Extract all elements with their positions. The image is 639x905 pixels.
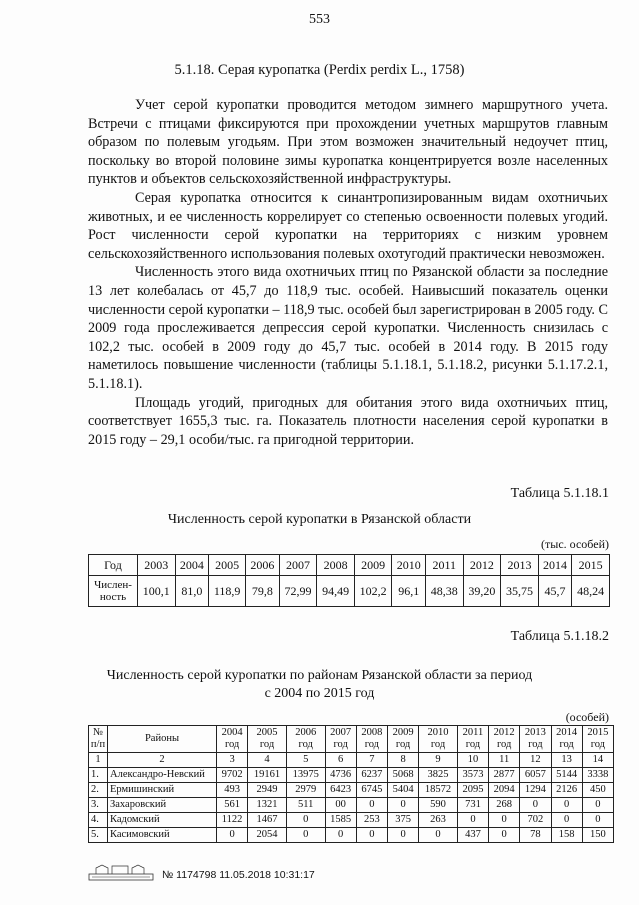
index-cell: 11 [489,753,520,768]
index-cell: 14 [582,753,613,768]
table2-label: Таблица 5.1.18.2 [510,629,609,644]
value-cell: 0 [551,798,582,813]
value-cell: 0 [387,798,418,813]
value-cell: 1294 [520,783,551,798]
value-cell: 00 [325,798,356,813]
value-cell: 3825 [419,768,458,783]
value-cell: 2949 [248,783,287,798]
table-row [89,576,610,607]
value-cell: 102,2 [354,576,392,607]
value-cell: 2094 [489,783,520,798]
value-cell: 437 [457,828,488,843]
year-header-cell: 2005 год [248,726,287,753]
emblem-stamp-icon [88,862,154,882]
value-cell: 0 [356,828,387,843]
year-header-cell: 2015 год [582,726,613,753]
value-cell: 5068 [387,768,418,783]
district-rows [89,768,614,843]
year-header-cell: 2011 год [457,726,488,753]
value-cell: 253 [356,813,387,828]
year-cell: 2006 [246,555,280,576]
year-header-cell: 2004 год [217,726,248,753]
value-cell: 2095 [457,783,488,798]
value-cell: 9702 [217,768,248,783]
table1-title: Численность серой куропатки в Рязанской области [167,512,472,527]
index-cell: 10 [457,753,488,768]
index-cell: 2 [108,753,217,768]
num-header: № п/п [89,726,108,753]
value-cell: 1467 [248,813,287,828]
year-cell: 2007 [279,555,317,576]
value-cell: 590 [419,798,458,813]
year-header-cell: 2009 год [387,726,418,753]
year-cell: 2005 [209,555,246,576]
value-cell: 0 [419,828,458,843]
year-header: Год [89,555,138,576]
index-cell: 5 [286,753,325,768]
population-table [88,554,610,607]
value-cell: 0 [356,798,387,813]
section-heading: 5.1.18. Серая куропатка (Perdix perdix L., 1758) [174,62,465,78]
value-cell: 0 [387,828,418,843]
value-cell: 13975 [286,768,325,783]
year-cell: 2008 [317,555,355,576]
value-cell: 0 [489,828,520,843]
table2-title-line: Численность серой куропатки по районам Рязанской области за период [106,668,533,683]
table-row [89,798,614,813]
value-cell: 263 [419,813,458,828]
row-header: Числен-ность [89,576,138,607]
body-text [88,96,608,449]
value-cell: 0 [489,813,520,828]
value-cell: 1122 [217,813,248,828]
value-cell: 3573 [457,768,488,783]
paragraph: Площадь угодий, пригодных для обитания этого вида охотничьих птиц, соответствует 1655,3 тыс. га. Показатель плотности населения серой куропатки в 2015 году – 29,1 особи/тыс. га пригодной территории. [88,394,608,448]
table-index-row [89,753,614,768]
table-row [89,555,610,576]
value-cell: 561 [217,798,248,813]
index-cell: 3 [217,753,248,768]
index-cell: 6 [325,753,356,768]
value-cell: 375 [387,813,418,828]
district-name-cell: Ермишинский [108,783,217,798]
value-cell: 6745 [356,783,387,798]
value-cell: 4736 [325,768,356,783]
value-cell: 0 [457,813,488,828]
table-row [89,828,614,843]
index-cell: 13 [551,753,582,768]
row-number-cell: 5. [89,828,108,843]
value-cell: 39,20 [463,576,501,607]
year-header-cell: 2014 год [551,726,582,753]
value-cell: 450 [582,783,613,798]
value-cell: 2877 [489,768,520,783]
value-cell: 2979 [286,783,325,798]
value-cell: 0 [286,813,325,828]
table2-title [0,667,639,703]
table-row [89,783,614,798]
value-cell: 6423 [325,783,356,798]
year-cell: 2004 [175,555,209,576]
value-cell: 5404 [387,783,418,798]
paragraph: Учет серой куропатки проводится методом зимнего маршрутного учета. Встречи с птицами фиксируются при прохождении учетных маршрутов главным образом по полевым угодьям. При этом возможен значительный недоучет птиц, поскольку во второй половине зимы куропатка концентрируется возле населенных пунктов и объектов сельскохозяйственной инфраструктуры. [88,97,608,188]
district-name-cell: Захаровский [108,798,217,813]
table-header-row [89,726,614,753]
index-cell: 9 [419,753,458,768]
table-row [89,813,614,828]
year-header-cell: 2010 год [419,726,458,753]
value-cell: 1585 [325,813,356,828]
value-cell: 493 [217,783,248,798]
table-row [89,768,614,783]
district-name-cell: Кадомский [108,813,217,828]
district-name-cell: Александро-Невский [108,768,217,783]
value-cell: 100,1 [138,576,176,607]
year-cell: 2012 [463,555,501,576]
district-name-cell: Касимовский [108,828,217,843]
value-cell: 81,0 [175,576,209,607]
table2-title-line: с 2004 по 2015 год [264,686,375,701]
year-cell: 2010 [392,555,426,576]
value-cell: 94,49 [317,576,355,607]
value-cell: 96,1 [392,576,426,607]
value-cell: 118,9 [209,576,246,607]
value-cell: 511 [286,798,325,813]
index-cell: 4 [248,753,287,768]
value-cell: 0 [551,813,582,828]
row-number-cell: 4. [89,813,108,828]
value-cell: 2126 [551,783,582,798]
year-cell: 2015 [572,555,610,576]
table2-unit: (особей) [565,710,609,724]
value-cell: 0 [286,828,325,843]
value-cell: 19161 [248,768,287,783]
paragraph: Численность этого вида охотничьих птиц по Рязанской области за последние 13 лет колебалась от 45,7 до 118,9 тыс. особей. Наивысший показатель оценки численности серой куропатки – 118,9 тыс. особей был зарегистрирован в 2005 году. С 2009 года прослеживается депрессия серой куропатки. Численность снизилась с 102,2 тыс. особей в 2009 году до 45,7 тыс. особей в 2014 году. В 2015 году наметилось повышение численности (таблицы 5.1.18.1, 5.1.18.2, рисунки 5.1.17.2.1, 5.1.18.1). [88,264,608,392]
row-number-cell: 2. [89,783,108,798]
year-header-cell: 2013 год [520,726,551,753]
value-cell: 72,99 [279,576,317,607]
value-cell: 731 [457,798,488,813]
value-cell: 48,38 [426,576,464,607]
value-cell: 18572 [419,783,458,798]
value-cell: 2054 [248,828,287,843]
district-table [88,725,614,843]
year-header-cell: 2008 год [356,726,387,753]
year-cell: 2013 [501,555,539,576]
year-header-cell: 2007 год [325,726,356,753]
year-header-cell: 2006 год [286,726,325,753]
row-number-cell: 3. [89,798,108,813]
footer-registration: № 1174798 11.05.2018 10:31:17 [162,869,315,881]
value-cell: 48,24 [572,576,610,607]
row-number-cell: 1. [89,768,108,783]
value-cell: 78 [520,828,551,843]
index-cell: 12 [520,753,551,768]
value-cell: 1321 [248,798,287,813]
value-cell: 0 [217,828,248,843]
index-cell: 1 [89,753,108,768]
value-cell: 6057 [520,768,551,783]
value-cell: 268 [489,798,520,813]
district-header: Районы [108,726,217,753]
value-cell: 0 [325,828,356,843]
value-cell: 79,8 [246,576,280,607]
year-header-cell: 2012 год [489,726,520,753]
value-cell: 5144 [551,768,582,783]
value-cell: 0 [582,798,613,813]
value-cell: 158 [551,828,582,843]
table1-label: Таблица 5.1.18.1 [510,486,609,501]
value-cell: 0 [582,813,613,828]
paragraph: Серая куропатка относится к синантропизированным видам охотничьих животных, и ее численность коррелирует со степенью освоенности полевых угодий. Рост численности серой куропатки на территориях с низким уровнем сельскохозяйственного использования полевых охотугодий практически невозможен. [88,189,608,262]
value-cell: 3338 [582,768,613,783]
year-cell: 2009 [354,555,392,576]
page-number: 553 [309,12,330,27]
value-cell: 702 [520,813,551,828]
value-cell: 35,75 [501,576,539,607]
year-cell: 2014 [538,555,572,576]
value-cell: 6237 [356,768,387,783]
value-cell: 150 [582,828,613,843]
index-cell: 8 [387,753,418,768]
year-cell: 2011 [426,555,464,576]
index-cell: 7 [356,753,387,768]
value-cell: 0 [520,798,551,813]
year-cell: 2003 [138,555,176,576]
value-cell: 45,7 [538,576,572,607]
table1-unit: (тыс. особей) [541,537,609,551]
